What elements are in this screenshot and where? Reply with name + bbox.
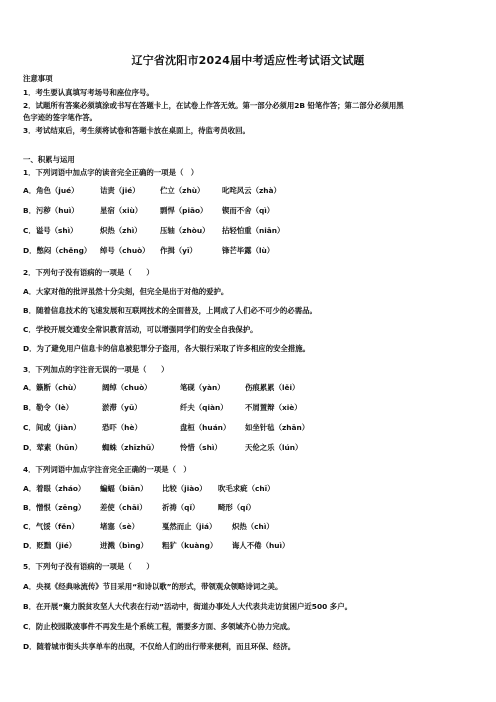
question-stem: 2．下列句子没有语病的一项是（ ）: [23, 268, 154, 277]
option-cell: B．憎恨（zēng）: [23, 503, 86, 512]
question-stem: 4．下列词语中加点字注音完全正确的一项是（ ）: [23, 465, 191, 474]
option-cell: 笔砚（yàn）: [180, 383, 225, 392]
option-cell: 伫立（zhù）: [160, 186, 205, 195]
option-line: B．在开展“聚力脱贫攻坚人大代表在行动”活动中，街道办事处人大代表共走访贫困户近500 多户。: [23, 602, 352, 611]
option-cell: 淤滞（yū）: [102, 403, 142, 412]
section-heading: 一、积累与运用: [23, 155, 75, 164]
option-cell: C．间或（jiàn）: [23, 423, 81, 432]
option-cell: 怜惜（shì）: [180, 443, 222, 452]
option-cell: 如坐针毡（zhān）: [245, 423, 310, 432]
question-stem: 5．下列句子没有语病的一项是（ ）: [23, 562, 154, 571]
option-cell: 祈祷（qǐ）: [162, 503, 200, 512]
option-cell: 炽热（zhì）: [100, 226, 142, 235]
option-cell: A．籁断（chù）: [23, 383, 81, 392]
notice-item: 3．考试结束后，考生须将试卷和答题卡放在桌面上，待监考员收回。: [23, 126, 250, 135]
option-cell: 堵塞（sè）: [100, 522, 139, 531]
option-cell: 阔绰（chuò）: [102, 383, 152, 392]
option-line: A．大家对他的批评虽然十分尖刻，但完全是出于对他的爱护。: [23, 287, 229, 296]
option-line: C．防止校园欺凌事件不再发生是个系统工程，需要多方面、多领域齐心协力完成。: [23, 622, 295, 631]
option-line: D．为了避免用户信息卡的信息被犯罪分子盗用，各大银行采取了许多相应的安全措施。: [23, 344, 310, 353]
option-cell: B．勒令（lè）: [23, 403, 74, 412]
option-cell: 恐吓（hè）: [102, 423, 142, 432]
option-cell: 蜘蛛（zhīzhū）: [102, 443, 159, 452]
page-title: 辽宁省沈阳市2024届中考适应性考试语文试题: [131, 54, 365, 67]
option-cell: 迸溅（bìng）: [100, 541, 148, 550]
option-cell: 蝙蝠（biān）: [100, 484, 148, 493]
option-cell: 差使（chāi）: [100, 503, 147, 512]
option-cell: 比较（jiào）: [162, 484, 207, 493]
option-line: D．随着城市街头共享单车的出现，不仅给人们的出行带来便利，而且环保、经济。: [23, 642, 296, 651]
option-cell: D．憋闷（chěng）: [23, 246, 92, 255]
option-cell: A．着眼（zháo）: [23, 484, 86, 493]
question-stem: 3．下列加点的字注音无误的一项是（ ）: [23, 365, 169, 374]
option-cell: 锲而不舍（qì）: [222, 206, 275, 215]
option-cell: 吹毛求疵（chī）: [218, 484, 275, 493]
notice-item: 1．考生要认真填写考场号和座位序号。: [23, 88, 154, 97]
option-line: C．学校开展交通安全常识教育活动，可以增强同学们的安全自我保护。: [23, 325, 258, 334]
option-cell: 诘责（jié）: [100, 186, 140, 195]
option-cell: 诲人不倦（huì）: [232, 541, 290, 550]
option-cell: B．污秽（huì）: [23, 206, 79, 215]
option-line: A．央视《经典咏流传》节目采用“和诗以歌”的形式，带领观众领略诗词之美。: [23, 582, 283, 591]
option-cell: 戛然而止（jiá）: [162, 522, 217, 531]
option-cell: D．荤素（hūn）: [23, 443, 82, 452]
option-cell: 剽悍（piāo）: [160, 206, 208, 215]
option-cell: D．贬黜（jié）: [23, 541, 77, 550]
option-cell: 不屑置辩（xiè）: [245, 403, 302, 412]
option-cell: 星宿（xiù）: [100, 206, 143, 215]
option-cell: 压轴（zhòu）: [160, 226, 210, 235]
option-cell: 绰号（chuò）: [100, 246, 150, 255]
option-line: B．随着信息技术的飞速发展和互联网技术的全面普及，上网成了人们必不可少的必需品。: [23, 306, 317, 315]
option-cell: 畸形（qí）: [218, 503, 256, 512]
option-cell: C．气馁（fěn）: [23, 522, 79, 531]
option-cell: 盘桓（huán）: [180, 423, 231, 432]
notice-item: 色字迹的签字笔作答。: [23, 113, 97, 122]
option-cell: 天伦之乐（lún）: [245, 443, 303, 452]
question-stem: 1．下列词语中加点字的读音完全正确的一项是（ ）: [23, 168, 199, 177]
option-cell: 伤痕累累（lěi）: [245, 383, 300, 392]
option-cell: 粗犷（kuàng）: [162, 541, 218, 550]
option-cell: 作揖（yī）: [160, 246, 197, 255]
option-cell: 纤夫（qiàn）: [180, 403, 228, 412]
option-cell: C．谥号（shì）: [23, 226, 78, 235]
notice-item: 2．试题所有答案必须填涂或书写在答题卡上，在试卷上作答无效。第一部分必须用2B 铅笔作答；第二部分必须用黑: [23, 101, 404, 110]
notice-heading: 注意事项: [23, 74, 53, 83]
option-cell: 拈轻怕重（niān）: [222, 226, 285, 235]
option-cell: 叱咤风云（zhà）: [222, 186, 281, 195]
option-cell: 锋芒毕露（lù）: [222, 246, 275, 255]
option-cell: 炽热（chì）: [232, 522, 274, 531]
option-cell: A．角色（jué）: [23, 186, 79, 195]
